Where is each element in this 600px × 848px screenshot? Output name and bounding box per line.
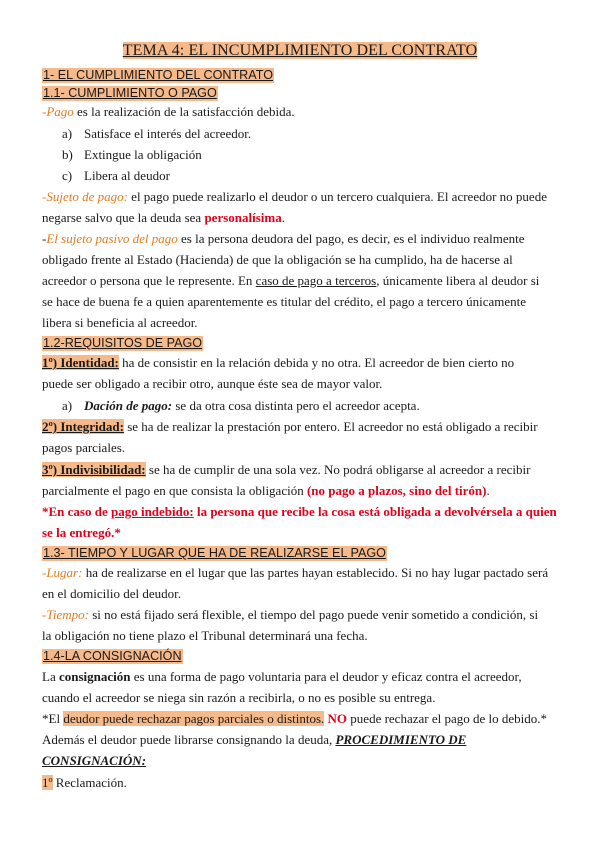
heading-cumplimiento-contrato: 1- EL CUMPLIMIENTO DEL CONTRATO [43, 68, 273, 82]
integridad-line-1: 2º) Integridad: se ha de realizar la prestación por entero. El acreedor no está obligado a recibir [42, 419, 538, 434]
identidad-line-2: puede ser obligado a recibir otro, aunque éste sea de mayor valor. [42, 376, 383, 391]
reclamacion: 1º Reclamación. [42, 775, 127, 790]
nota-rechazo: *El deudor puede rechazar pagos parciales o distintos. NO puede rechazar el pago de lo debido.* [42, 711, 548, 726]
identidad-line-1: 1º) Identidad: ha de consistir en la relación debida y no otra. El acreedor de bien cierto no [42, 355, 515, 370]
sujeto-pasivo-line-2: obligado frente al Estado (Hacienda) de que la obligación se ha cumplido, ha de hacerse al [42, 252, 513, 267]
integridad-line-2: pagos parciales. [42, 440, 126, 455]
ademas-line-2: CONSIGNACIÓN: [42, 753, 147, 768]
ademas-line-1: Además el deudor puede librarse consignando la deuda, PROCEDIMIENTO DE [42, 732, 467, 747]
pago-definition: -Pago es la realización de la satisfacción debida. [42, 104, 295, 119]
consignacion-line-1: La consignación es una forma de pago voluntaria para el deudor y eficaz contra el acreedor, [42, 669, 522, 684]
sujeto-pago-line-1: -Sujeto de pago: el pago puede realizarlo el deudor o un tercero cualquiera. El acreedor no puede [42, 189, 547, 204]
list-item: c) Libera al deudor [62, 168, 170, 183]
pago-indebido-line-2: se la entregó.* [42, 525, 121, 540]
list-item: a) Satisface el interés del acreedor. [62, 126, 252, 141]
sujeto-pasivo-line-5: libera si beneficia al acreedor. [42, 315, 198, 330]
tiempo-line-2: la obligación no tiene plazo el Tribunal determinará una fecha. [42, 628, 368, 643]
heading-tiempo-lugar: 1.3- TIEMPO Y LUGAR QUE HA DE REALIZARSE EL PAGO [43, 546, 386, 560]
lugar-line-1: -Lugar: ha de realizarse en el lugar que las partes hayan establecido. Si no hay lugar pactado será [42, 565, 549, 580]
tiempo-line-1: -Tiempo: si no está fijado será flexible, el tiempo del pago puede venir sometido a condición, si [42, 607, 539, 622]
sujeto-pasivo-line-1: -El sujeto pasivo del pago es la persona deudora del pago, es decir, es el individuo realmente [42, 231, 525, 246]
sujeto-pago-line-2: negarse salvo que la deuda sea personalísima. [42, 210, 285, 225]
heading-requisitos-pago: 1.2-REQUISITOS DE PAGO [43, 336, 203, 350]
document-title: TEMA 4: EL INCUMPLIMIENTO DEL CONTRATO [122, 42, 478, 59]
heading-consignacion: 1.4-LA CONSIGNACIÓN [43, 649, 182, 663]
indivisibilidad-line-2: parcialmente el pago en que consista la obligación (no pago a plazos, sino del tirón). [42, 483, 490, 498]
heading-cumplimiento-pago: 1.1- CUMPLIMIENTO O PAGO [43, 86, 217, 100]
list-item: a) Dación de pago: se da otra cosa distinta pero el acreedor acepta. [62, 398, 420, 413]
lugar-line-2: en el domicilio del deudor. [42, 586, 181, 601]
sujeto-pasivo-line-4: se hace de buena fe a quien aparentemente es titular del crédito, el pago a tercero únicamente [42, 294, 527, 309]
sujeto-pasivo-line-3: acreedor o persona que le represente. En caso de pago a terceros, únicamente libera al deudor si [42, 273, 540, 288]
consignacion-line-2: cuando el acreedor se niega sin razón a recibirla, o no es posible su entrega. [42, 690, 436, 705]
indivisibilidad-line-1: 3º) Indivisibilidad: se ha de cumplir de una sola vez. No podrá obligarse al acreedor a recibir [42, 462, 531, 477]
list-item: b) Extingue la obligación [62, 147, 202, 162]
pago-indebido-line-1: *En caso de pago indebido: la persona que recibe la cosa está obligada a devolvérsela a quien [42, 504, 557, 519]
